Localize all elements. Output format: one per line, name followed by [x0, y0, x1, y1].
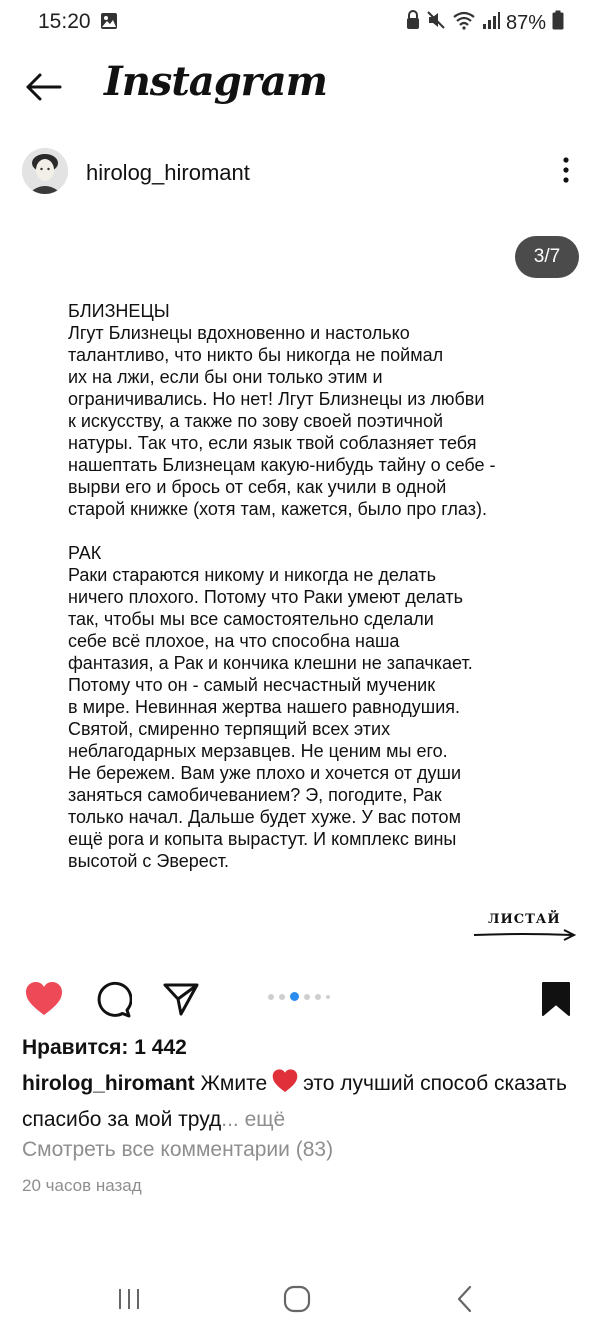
post-header — [0, 146, 600, 202]
home-icon[interactable] — [282, 1284, 312, 1319]
recent-apps-icon[interactable] — [116, 1286, 142, 1317]
status-icons — [406, 10, 564, 36]
gallery-icon — [100, 12, 118, 35]
carousel-dot — [315, 994, 321, 1000]
swipe-label: ЛИСТАЙ — [488, 912, 561, 927]
carousel-counter: 3/7 — [515, 236, 579, 278]
battery-percent: 87% — [505, 11, 546, 34]
app-header — [0, 52, 600, 128]
post-actions — [0, 976, 600, 1024]
carousel-dot — [268, 994, 274, 1000]
instagram-logo[interactable]: Instagram — [104, 58, 327, 105]
system-nav-bar — [0, 1268, 600, 1332]
carousel-dot — [326, 995, 330, 999]
comment-icon[interactable] — [94, 980, 132, 1023]
status-bar — [0, 0, 600, 44]
caption-username[interactable]: hirolog_hiromant — [22, 1072, 195, 1095]
carousel-dot — [304, 994, 310, 1000]
carousel-dot-active — [290, 992, 299, 1001]
bookmark-icon[interactable] — [540, 980, 572, 1023]
sign-body: Раки стараются никому и никогда не делать ничего плохого. Потому что Раки умеют делать так, чтобы мы все самостоятельно сделали себе всё плохое, на что способна наша фантазия, а Рак и кончика клешни не запачкает. Потому что он - самый несчастный мученик в мире. Невинная жертва нашего равнодушия. Святой, смиренно терпящий всех этих неблагодарных мерзавцев. Не ценим мы его. Не бережем. Вам уже плохо и хочется от души заняться самобичеванием? Э, погодите, Рак только начал. Дальше будет хуже. У вас потом ещё рога и копыта вырастут. И комплекс вины высотой с Эверест. — [68, 565, 473, 871]
swipe-hint — [472, 912, 580, 942]
view-all-comments-link[interactable]: Смотреть все комментарии (83) — [22, 1138, 334, 1161]
system-back-icon[interactable] — [455, 1284, 475, 1319]
sign-section-gemini — [68, 300, 538, 520]
sign-body: Лгут Близнецы вдохновенно и настолько талантливо, что никто бы никогда не поймал их на лжи, если бы они только этим и ограничивались. Но нет! Лгут Близнецы из любви к искусству, а также по зову своей поэтичной натуры. Так что, если язык твой соблазняет тебя нашептать Близнецам какую-нибудь тайну о себе - вырви его и брось от себя, как учили в одной старой книжке (хотя там, кажется, было про глаз). — [68, 323, 496, 519]
caption-text-before: Жмите — [200, 1072, 268, 1095]
battery-icon — [552, 10, 564, 36]
post-image[interactable] — [0, 222, 600, 962]
carousel-dots — [268, 992, 330, 1001]
carousel-dot — [279, 994, 285, 1000]
signal-icon — [482, 10, 500, 36]
mute-icon — [426, 10, 446, 36]
heart-fill — [26, 982, 62, 1015]
caption — [22, 1068, 578, 1136]
post-timestamp: 20 часов назад — [22, 1176, 142, 1195]
post-username[interactable]: hirolog_hiromant — [86, 160, 250, 185]
more-options-icon[interactable] — [556, 154, 576, 191]
likes-count[interactable]: Нравится: 1 442 — [22, 1036, 187, 1059]
arrow-left-icon[interactable] — [24, 72, 62, 107]
heart-icon[interactable] — [24, 980, 64, 1023]
caption-text-after: это лучший способ сказать спасибо за мой труд — [22, 1072, 567, 1131]
caption-more-link[interactable]: ... ещё — [221, 1108, 286, 1131]
post-text — [68, 300, 538, 872]
avatar[interactable] — [22, 148, 68, 194]
wifi-icon — [452, 10, 476, 36]
lock-icon — [406, 10, 420, 36]
status-time: 15:20 — [38, 10, 91, 33]
sign-section-cancer — [68, 542, 538, 872]
heart-emoji-icon — [271, 1068, 299, 1104]
share-icon[interactable] — [162, 980, 200, 1023]
sign-title: БЛИЗНЕЦЫ — [68, 301, 170, 321]
sign-title: РАК — [68, 543, 102, 563]
arrow-right-icon — [472, 928, 578, 947]
